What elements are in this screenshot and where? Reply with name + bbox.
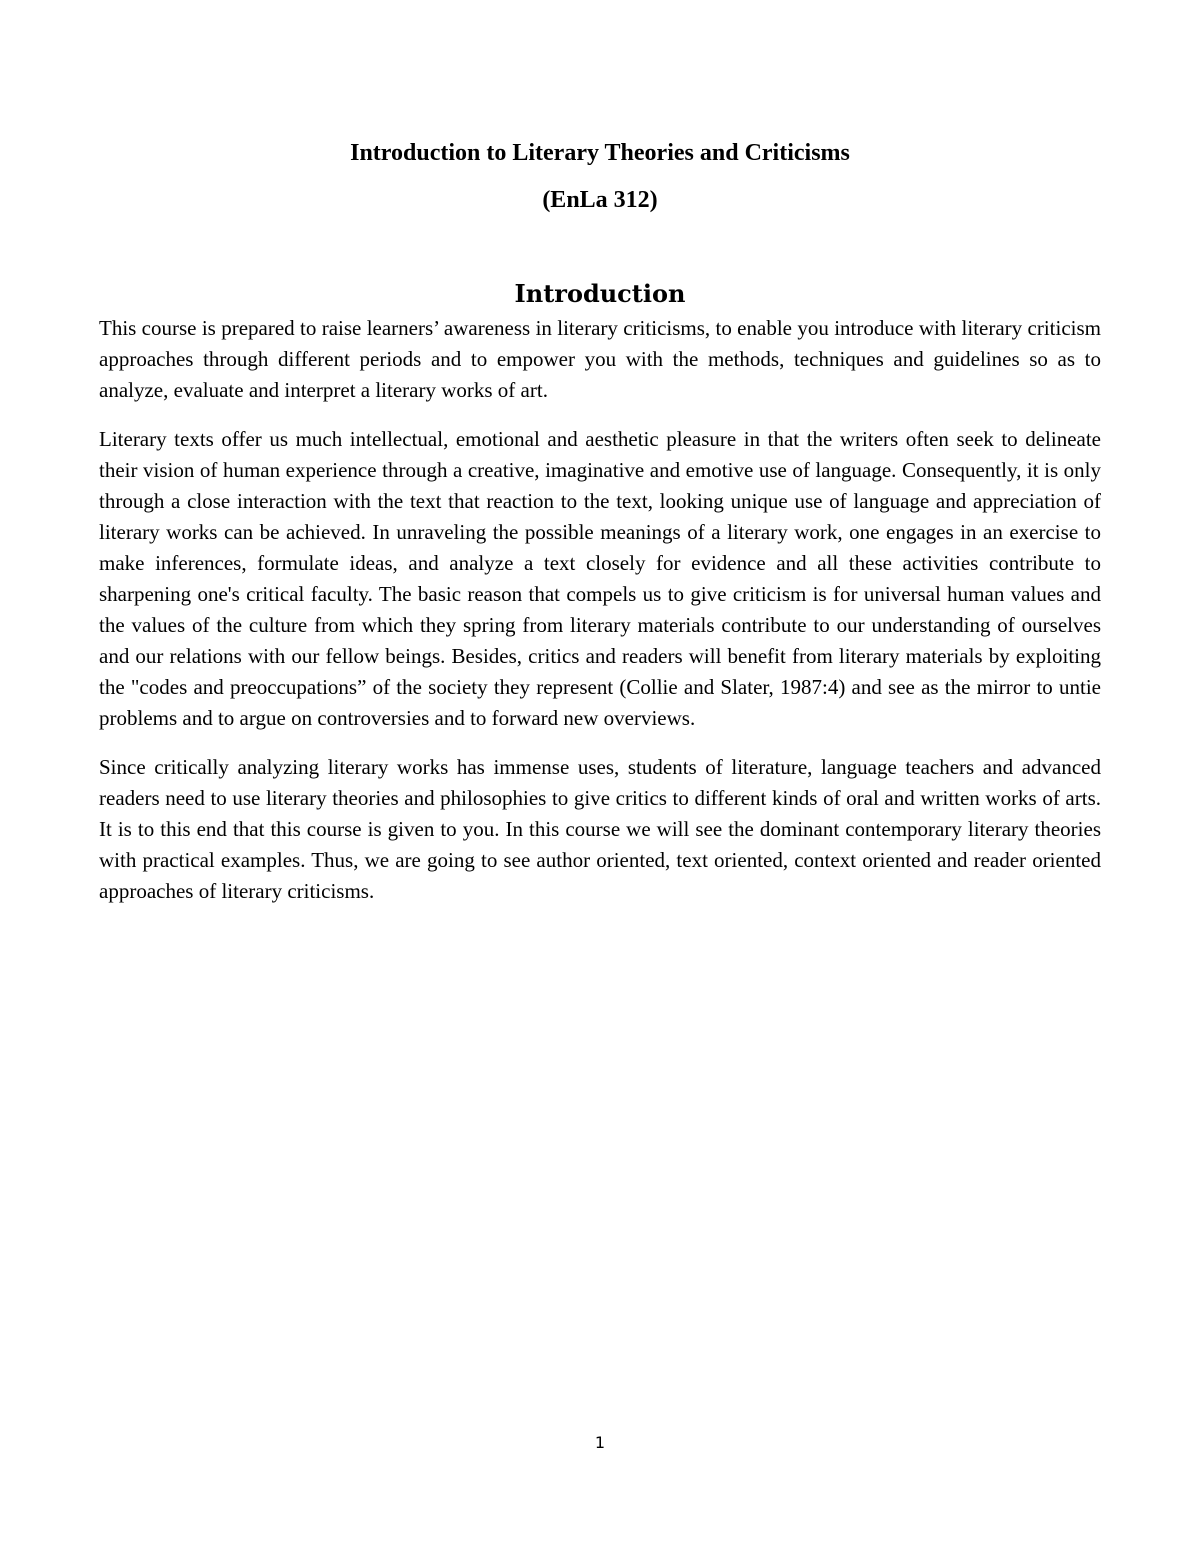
paragraph: This course is prepared to raise learners’ awareness in literary criticisms, to enable you introduce with literary criticism approaches through different periods and to empower you with the methods, techniques and guidelines so as to analyze, evaluate and interpret a literary works of art. [99,316,1101,402]
page-number: 1 [594,1433,606,1452]
course-code: (EnLa 312) [542,187,658,213]
document-title: Introduction to Literary Theories and Criticisms [350,140,850,166]
paragraph: Literary texts offer us much intellectual, emotional and aesthetic pleasure in that the writers often seek to delineate their vision of human experience through a creative, imaginative and emotive use of language. Consequently, it is only through a close interaction with the text that reaction to the text, looking unique use of language and appreciation of literary works can be achieved. In unraveling the possible meanings of a literary work, one engages in an exercise to make inferences, formulate ideas, and analyze a text closely for evidence and all these activities contribute to sharpening one's critical faculty. The basic reason that compels us to give criticism is for universal human values and the values of the culture from which they spring from literary materials contribute to our understanding of ourselves and our relations with our fellow beings. Besides, critics and readers will benefit from literary materials by exploiting the "codes and preoccupations” of the society they represent (Collie and Slater, 1987:4) and see as the mirror to untie problems and to argue on controversies and to forward new overviews. [99,427,1101,730]
body-text [99,313,1101,925]
section-heading: Introduction [514,279,686,308]
paragraph: Since critically analyzing literary works has immense uses, students of literature, language teachers and advanced readers need to use literary theories and philosophies to give critics to different kinds of oral and written works of arts. It is to this end that this course is given to you. In this course we will see the dominant contemporary literary theories with practical examples. Thus, we are going to see author oriented, text oriented, context oriented and reader oriented approaches of literary criticisms. [99,755,1101,903]
